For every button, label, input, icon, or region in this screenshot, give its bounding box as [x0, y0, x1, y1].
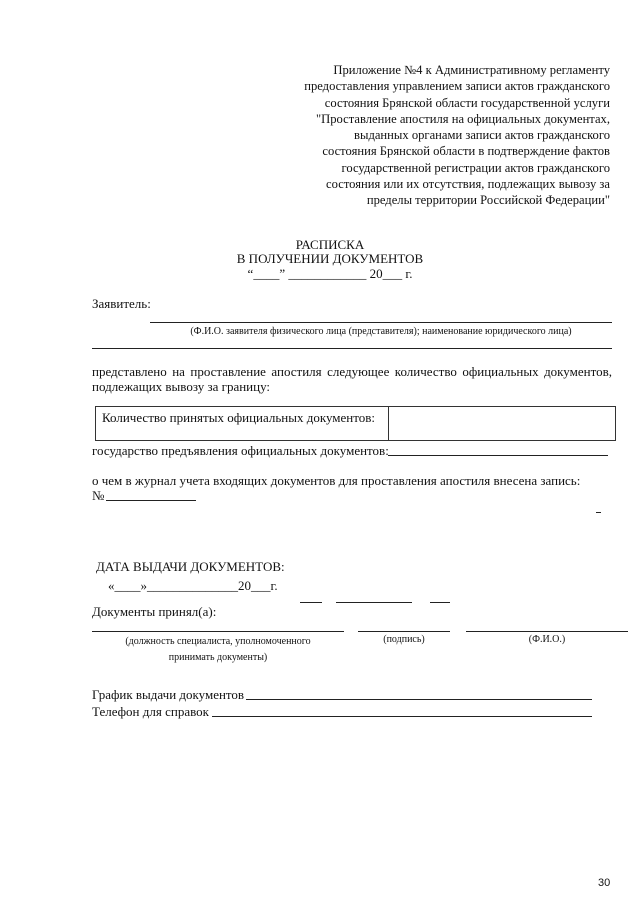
table-divider [388, 407, 389, 440]
phone-line[interactable] [212, 716, 592, 717]
applicant-name-line[interactable] [150, 322, 612, 323]
accepted-label: Документы принял(а): [92, 604, 217, 619]
journal-number-line[interactable] [106, 500, 196, 501]
page-number: 30 [598, 877, 611, 889]
position-caption: (должность специалиста, уполномоченного принимать документы) [125, 636, 311, 663]
intro-text: представлено на проставление апостиля следующее количество официальных документов, подлежащих вывозу за границу: [92, 364, 612, 394]
journal-number-label: № [92, 488, 105, 503]
position-line[interactable] [92, 631, 344, 632]
document-title: РАСПИСКА [295, 237, 365, 252]
fio-caption: (Ф.И.О.) [528, 634, 566, 645]
appendix-header: Приложение №4 к Административному регламенту предоставления управлением записи актов гражданского состояния Брянской области государственной услуги "Проставление апостиля на официальных документах, выданных органами записи актов гражданского состояния Брянской области в подтверждение фактов государственной регистрации актов гражданского состояния или их отсутствия, подлежащих вывозу за пределы территории Российской Федерации" [304, 63, 610, 208]
document-count-label: Количество принятых официальных документов: [102, 410, 376, 425]
applicant-caption: (Ф.И.О. заявителя физического лица (представителя); наименование юридического лица) [190, 326, 572, 337]
journal-text: о чем в журнал учета входящих документов для проставления апостиля внесена запись: [92, 473, 581, 488]
document-count-table [95, 406, 616, 441]
schedule-line[interactable] [246, 699, 592, 700]
receipt-date: “____” ____________ 20___ г. [247, 266, 413, 281]
issue-date-template: «____»______________20___г. [108, 578, 278, 593]
signature-line[interactable] [358, 631, 450, 632]
applicant-extra-line[interactable] [92, 348, 612, 349]
issue-date-label: ДАТА ВЫДАЧИ ДОКУМЕНТОВ: [96, 559, 285, 574]
document-count-cell[interactable] [390, 407, 614, 440]
state-label: государство предъявления официальных документов: [92, 443, 389, 458]
accepted-dash-2 [336, 602, 412, 603]
accepted-dash-3 [430, 602, 450, 603]
state-line[interactable] [388, 455, 608, 456]
schedule-label: График выдачи документов [92, 687, 245, 702]
document-subtitle: В ПОЛУЧЕНИИ ДОКУМЕНТОВ [236, 251, 424, 266]
fio-line[interactable] [466, 631, 628, 632]
phone-label: Телефон для справок [92, 704, 209, 719]
journal-dash [596, 512, 601, 513]
signature-caption: (подпись) [383, 634, 425, 645]
accepted-dash-1 [300, 602, 322, 603]
applicant-label: Заявитель: [92, 296, 151, 311]
